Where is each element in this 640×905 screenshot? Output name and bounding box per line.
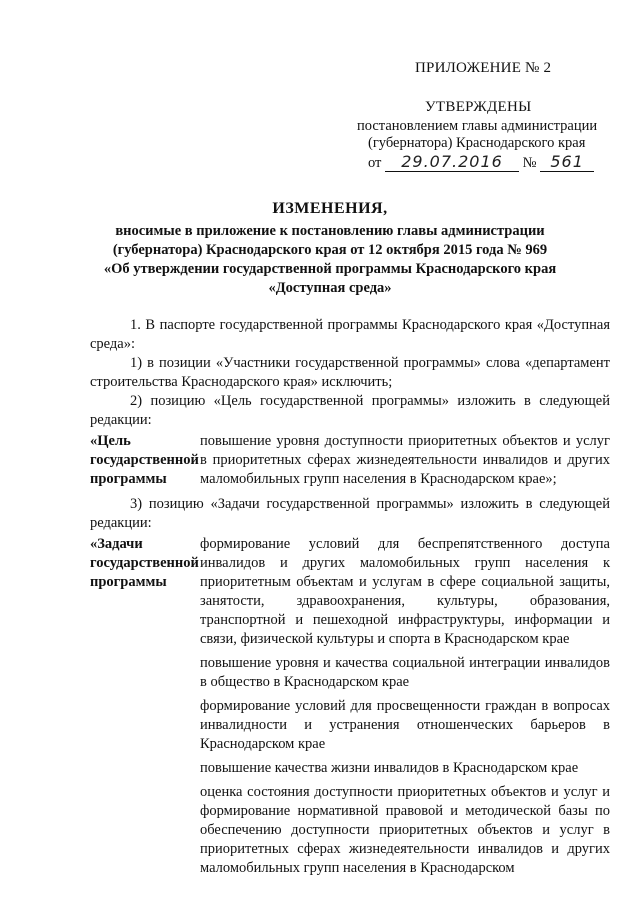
appendix-label: ПРИЛОЖЕНИЕ № 2 — [415, 60, 552, 76]
document-title — [80, 200, 580, 298]
goal-text: повышение уровня доступности приоритетных объектов и услуг в приоритетных сферах жизнедеятельности инвалидов и других маломобильных групп населения в Краснодарском крае»; — [200, 433, 610, 487]
task-item: формирование условий для просвещенности граждан в вопросах инвалидности и устранения отношенческих барьеров в Краснодарском крае — [200, 698, 610, 752]
paragraph-3: 2) позицию «Цель государственной программы» изложить в следующей редакции: — [90, 393, 610, 428]
tasks-term: «Задачи государственной программы — [90, 536, 199, 590]
title-line-4: «Доступная среда» — [268, 280, 392, 296]
approval-line-2: (губернатора) Краснодарского края — [368, 135, 586, 151]
task-item: повышение уровня и качества социальной интеграции инвалидов в общество в Краснодарском крае — [200, 655, 610, 690]
task-item: оценка состояния доступности приоритетных объектов и услуг и формирование нормативной правовой и методической базы по обеспечению доступности приоритетных объектов и услуг в приоритетных сферах жизнедеятельности инвалидов и других маломобильных групп населения в Краснодарском — [200, 784, 610, 876]
title-main: ИЗМЕНЕНИЯ, — [272, 200, 388, 217]
document-body — [90, 316, 610, 883]
paragraph-1: 1. В паспорте государственной программы Краснодарского края «Доступная среда»: — [90, 317, 610, 352]
approval-line-1: постановлением главы администрации — [357, 118, 598, 134]
approved-label: УТВЕРЖДЕНЫ — [425, 99, 532, 115]
title-line-3: «Об утверждении государственной программы Краснодарского края — [103, 261, 557, 277]
task-item: формирование условий для беспрепятственного доступа инвалидов и других маломобильных групп населения к приоритетным объектам и услугам в сфере социальной защиты, занятости, здравоохранения, культуры, образования, транспортной и пешеходной инфраструктуры, информации и связи, физической культуры и спорта в Краснодарском крае — [200, 536, 610, 647]
date-prefix: от — [368, 155, 382, 171]
paragraph-2: 1) в позиции «Участники государственной программы» слова «департамент строительства Краснодарского края» исключить; — [90, 355, 610, 390]
tasks-list — [200, 535, 610, 883]
title-line-1: вносимые в приложение к постановлению главы администрации — [115, 223, 545, 239]
number-prefix: № — [522, 155, 537, 171]
goal-term: «Цель государственной программы — [90, 433, 199, 487]
handwritten-date: 29.07.2016 — [385, 152, 519, 172]
paragraph-4: 3) позицию «Задачи государственной программы» изложить в следующей редакции: — [90, 496, 610, 531]
goal-definition — [90, 432, 610, 489]
handwritten-number: 561 — [540, 152, 594, 172]
approval-date-row — [368, 152, 594, 172]
title-line-2: (губернатора) Краснодарского края от 12 октября 2015 года № 969 — [112, 242, 548, 258]
tasks-definition — [90, 535, 610, 883]
task-item: повышение качества жизни инвалидов в Краснодарском крае — [200, 760, 579, 776]
